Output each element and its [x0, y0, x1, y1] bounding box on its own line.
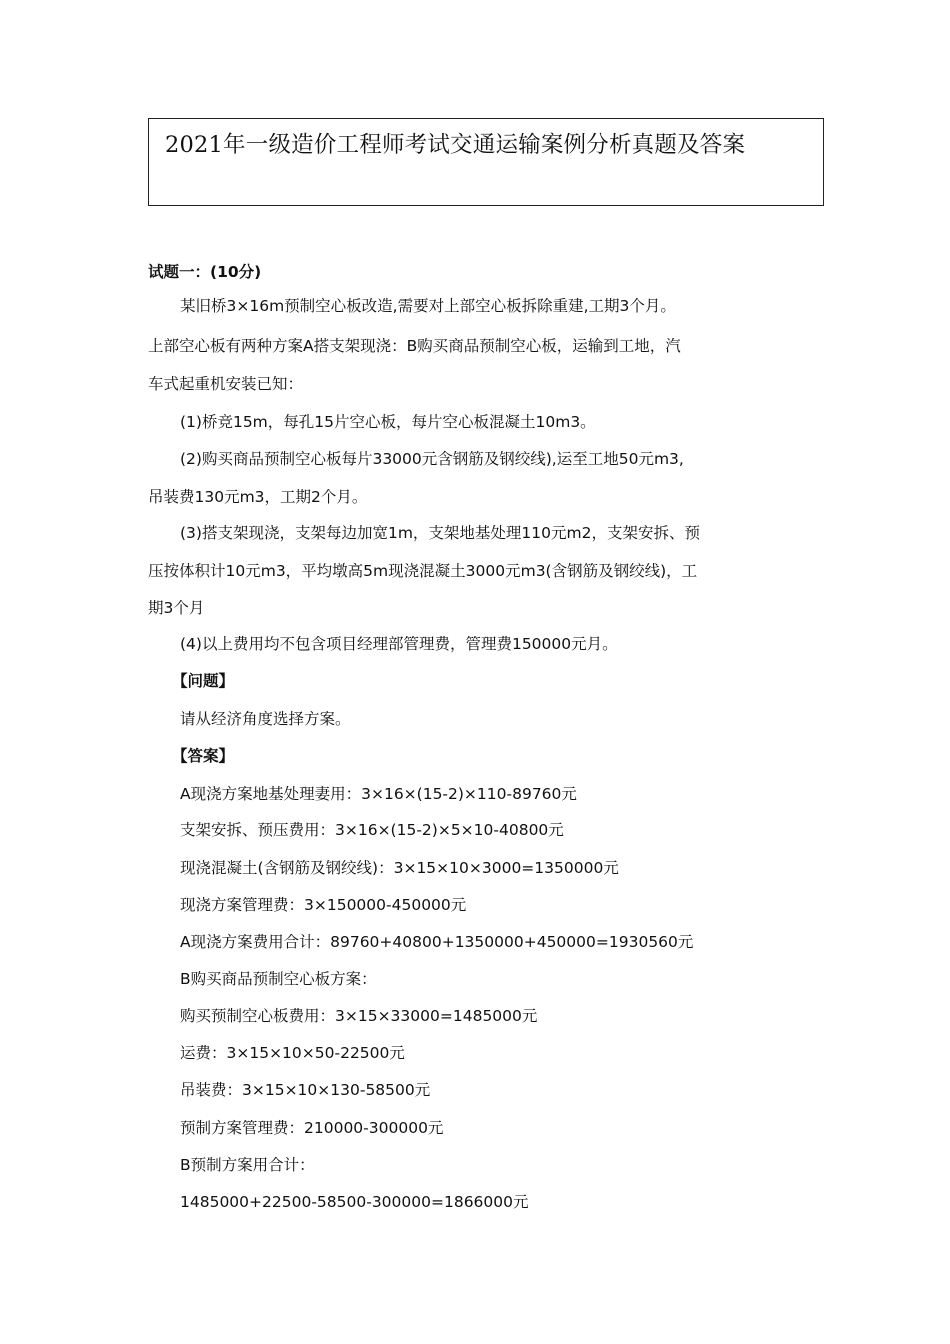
answer-line-8: 运费：3×15×10×50-22500元: [180, 1044, 405, 1062]
condition-2-cont: 吊装费130元m3，工期2个月。: [148, 488, 368, 506]
answer-line-5: A现浇方案费用合计：89760+40800+1350000+450000=1930560元: [180, 933, 694, 951]
answer-line-4: 现浇方案管理费：3×150000-450000元: [180, 896, 467, 914]
answer-line-7: 购买预制空心板费用：3×15×33000=1485000元: [180, 1007, 538, 1025]
answer-line-12: 1485000+22500-58500-300000=1866000元: [180, 1193, 529, 1211]
answer-line-9: 吊装费：3×15×10×130-58500元: [180, 1081, 431, 1099]
condition-3-cont-1: 压按体积计10元m3，平均墩高5m现浇混凝土3000元m3(含钢筋及钢绞线)，工: [148, 562, 698, 580]
problem-text: 请从经济角度选择方案。: [180, 710, 351, 728]
condition-3-cont-2: 期3个月: [148, 599, 205, 617]
intro-line-2: 上部空心板有两种方案A搭支架现浇：B购买商品预制空心板，运输到工地，汽: [148, 337, 681, 355]
answer-line-10: 预制方案管理费：210000-300000元: [180, 1119, 444, 1137]
answer-line-2: 支架安拆、预压费用：3×16×(15-2)×5×10-40800元: [180, 821, 564, 839]
intro-line-3: 车式起重机安装已知：: [148, 375, 304, 393]
condition-1: (1)桥竞15m，每孔15片空心板，每片空心板混凝土10m3。: [180, 413, 596, 431]
question-heading: 试题一：(10分): [148, 263, 262, 281]
intro-line-1: 某旧桥3×16m预制空心板改造,需要对上部空心板拆除重建,工期3个月。: [180, 297, 676, 315]
answer-heading: 【答案】: [172, 747, 235, 765]
answer-line-3: 现浇混凝土(含钢筋及钢绞线)：3×15×10×3000=1350000元: [180, 859, 619, 877]
answer-line-11: B预制方案用合计：: [180, 1156, 315, 1174]
answer-line-6: B购买商品预制空心板方案：: [180, 970, 377, 988]
title-box: [148, 118, 824, 206]
condition-4: (4)以上费用均不包含项目经理部管理费，管理费150000元月。: [180, 635, 618, 653]
condition-3: (3)搭支架现浇，支架每边加宽1m，支架地基处理110元m2，支架安拆、预: [180, 524, 700, 542]
document-title: 2021年一级造价工程师考试交通运输案例分析真题及答案: [165, 132, 746, 158]
problem-heading: 【问题】: [172, 672, 235, 690]
condition-2: (2)购买商品预制空心板每片33000元含钢筋及钢绞线),运至工地50元m3,: [180, 450, 684, 468]
answer-line-1: A现浇方案地基处理妻用：3×16×(15-2)×110-89760元: [180, 785, 577, 803]
